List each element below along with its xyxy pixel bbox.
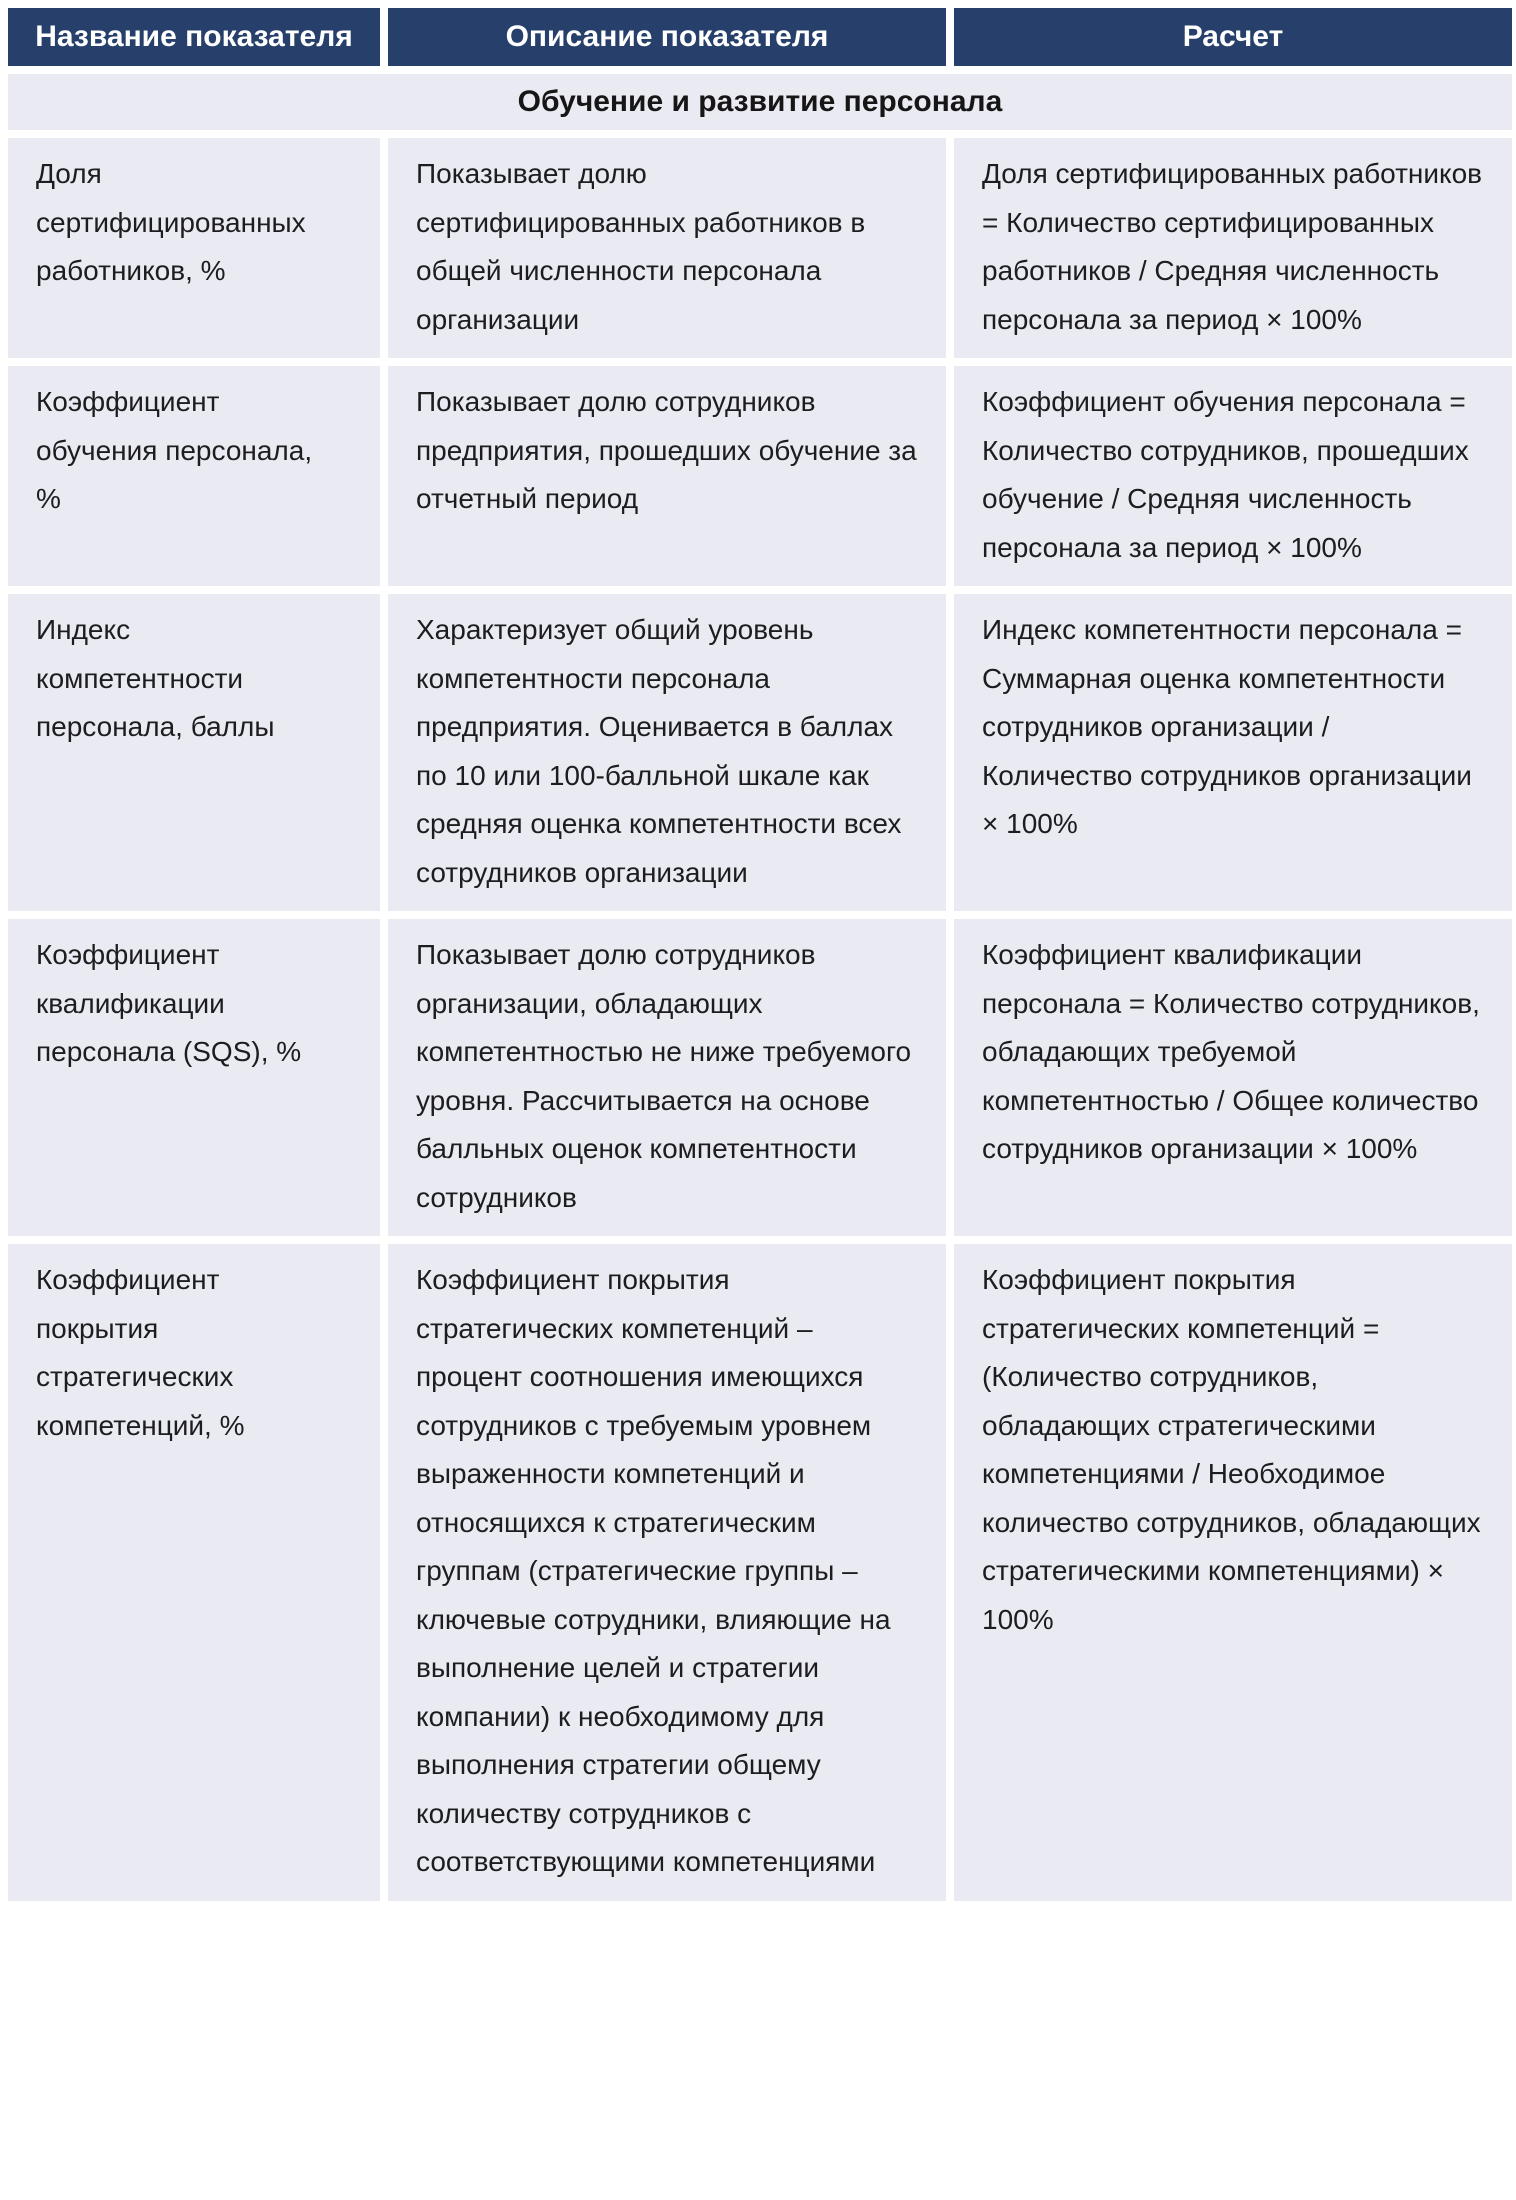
table-row <box>8 594 1512 911</box>
indicator-calculation-cell: Доля сертифицированных работников = Количество сертифицированных работников / Средняя численность персонала за период × 100% <box>954 138 1512 358</box>
table-row <box>8 366 1512 586</box>
column-header-indicator-name: Название показателя <box>8 8 380 66</box>
table-row <box>8 1244 1512 1901</box>
indicator-description-cell: Показывает долю сотрудников организации, обладающих компетентностью не ниже требуемого уровня. Рассчитывается на основе балльных оценок компетентности сотрудников <box>388 919 946 1236</box>
indicator-name-cell: Доля сертифицированных работников, % <box>8 138 380 358</box>
indicator-name-cell: Коэффициент обучения персонала, % <box>8 366 380 586</box>
section-header-row <box>8 74 1512 130</box>
indicator-description-cell: Показывает долю сертифицированных работников в общей численности персонала организации <box>388 138 946 358</box>
indicator-calculation-cell: Коэффициент квалификации персонала = Количество сотрудников, обладающих требуемой компетентностью / Общее количество сотрудников организации × 100% <box>954 919 1512 1236</box>
indicator-calculation-cell: Коэффициент обучения персонала = Количество сотрудников, прошедших обучение / Средняя численность персонала за период × 100% <box>954 366 1512 586</box>
indicator-name-cell: Индекс компетентности персонала, баллы <box>8 594 380 911</box>
indicator-calculation-cell: Индекс компетентности персонала = Суммарная оценка компетентности сотрудников организации / Количество сотрудников организации × 100% <box>954 594 1512 911</box>
header-row <box>8 8 1512 66</box>
section-title: Обучение и развитие персонала <box>8 74 1512 130</box>
indicator-description-cell: Показывает долю сотрудников предприятия, прошедших обучение за отчетный период <box>388 366 946 586</box>
table-row <box>8 138 1512 358</box>
column-header-calculation: Расчет <box>954 8 1512 66</box>
column-header-indicator-description: Описание показателя <box>388 8 946 66</box>
indicator-name-cell: Коэффициент квалификации персонала (SQS), % <box>8 919 380 1236</box>
indicator-calculation-cell: Коэффициент покрытия стратегических компетенций = (Количество сотрудников, обладающих стратегическими компетенциями / Необходимое количество сотрудников, обладающих стратегическими компетенциями) × 100% <box>954 1244 1512 1901</box>
indicator-name-cell: Коэффициент покрытия стратегических компетенций, % <box>8 1244 380 1901</box>
table-row <box>8 919 1512 1236</box>
indicator-description-cell: Характеризует общий уровень компетентности персонала предприятия. Оценивается в баллах по 10 или 100-балльной шкале как средняя оценка компетентности всех сотрудников организации <box>388 594 946 911</box>
indicator-description-cell: Коэффициент покрытия стратегических компетенций – процент соотношения имеющихся сотрудников с требуемым уровнем выраженности компетенций и относящихся к стратегическим группам (стратегические группы – ключевые сотрудники, влияющие на выполнение целей и стратегии компании) к необходимому для выполнения стратегии общему количеству сотрудников с соответствующими компетенциями <box>388 1244 946 1901</box>
